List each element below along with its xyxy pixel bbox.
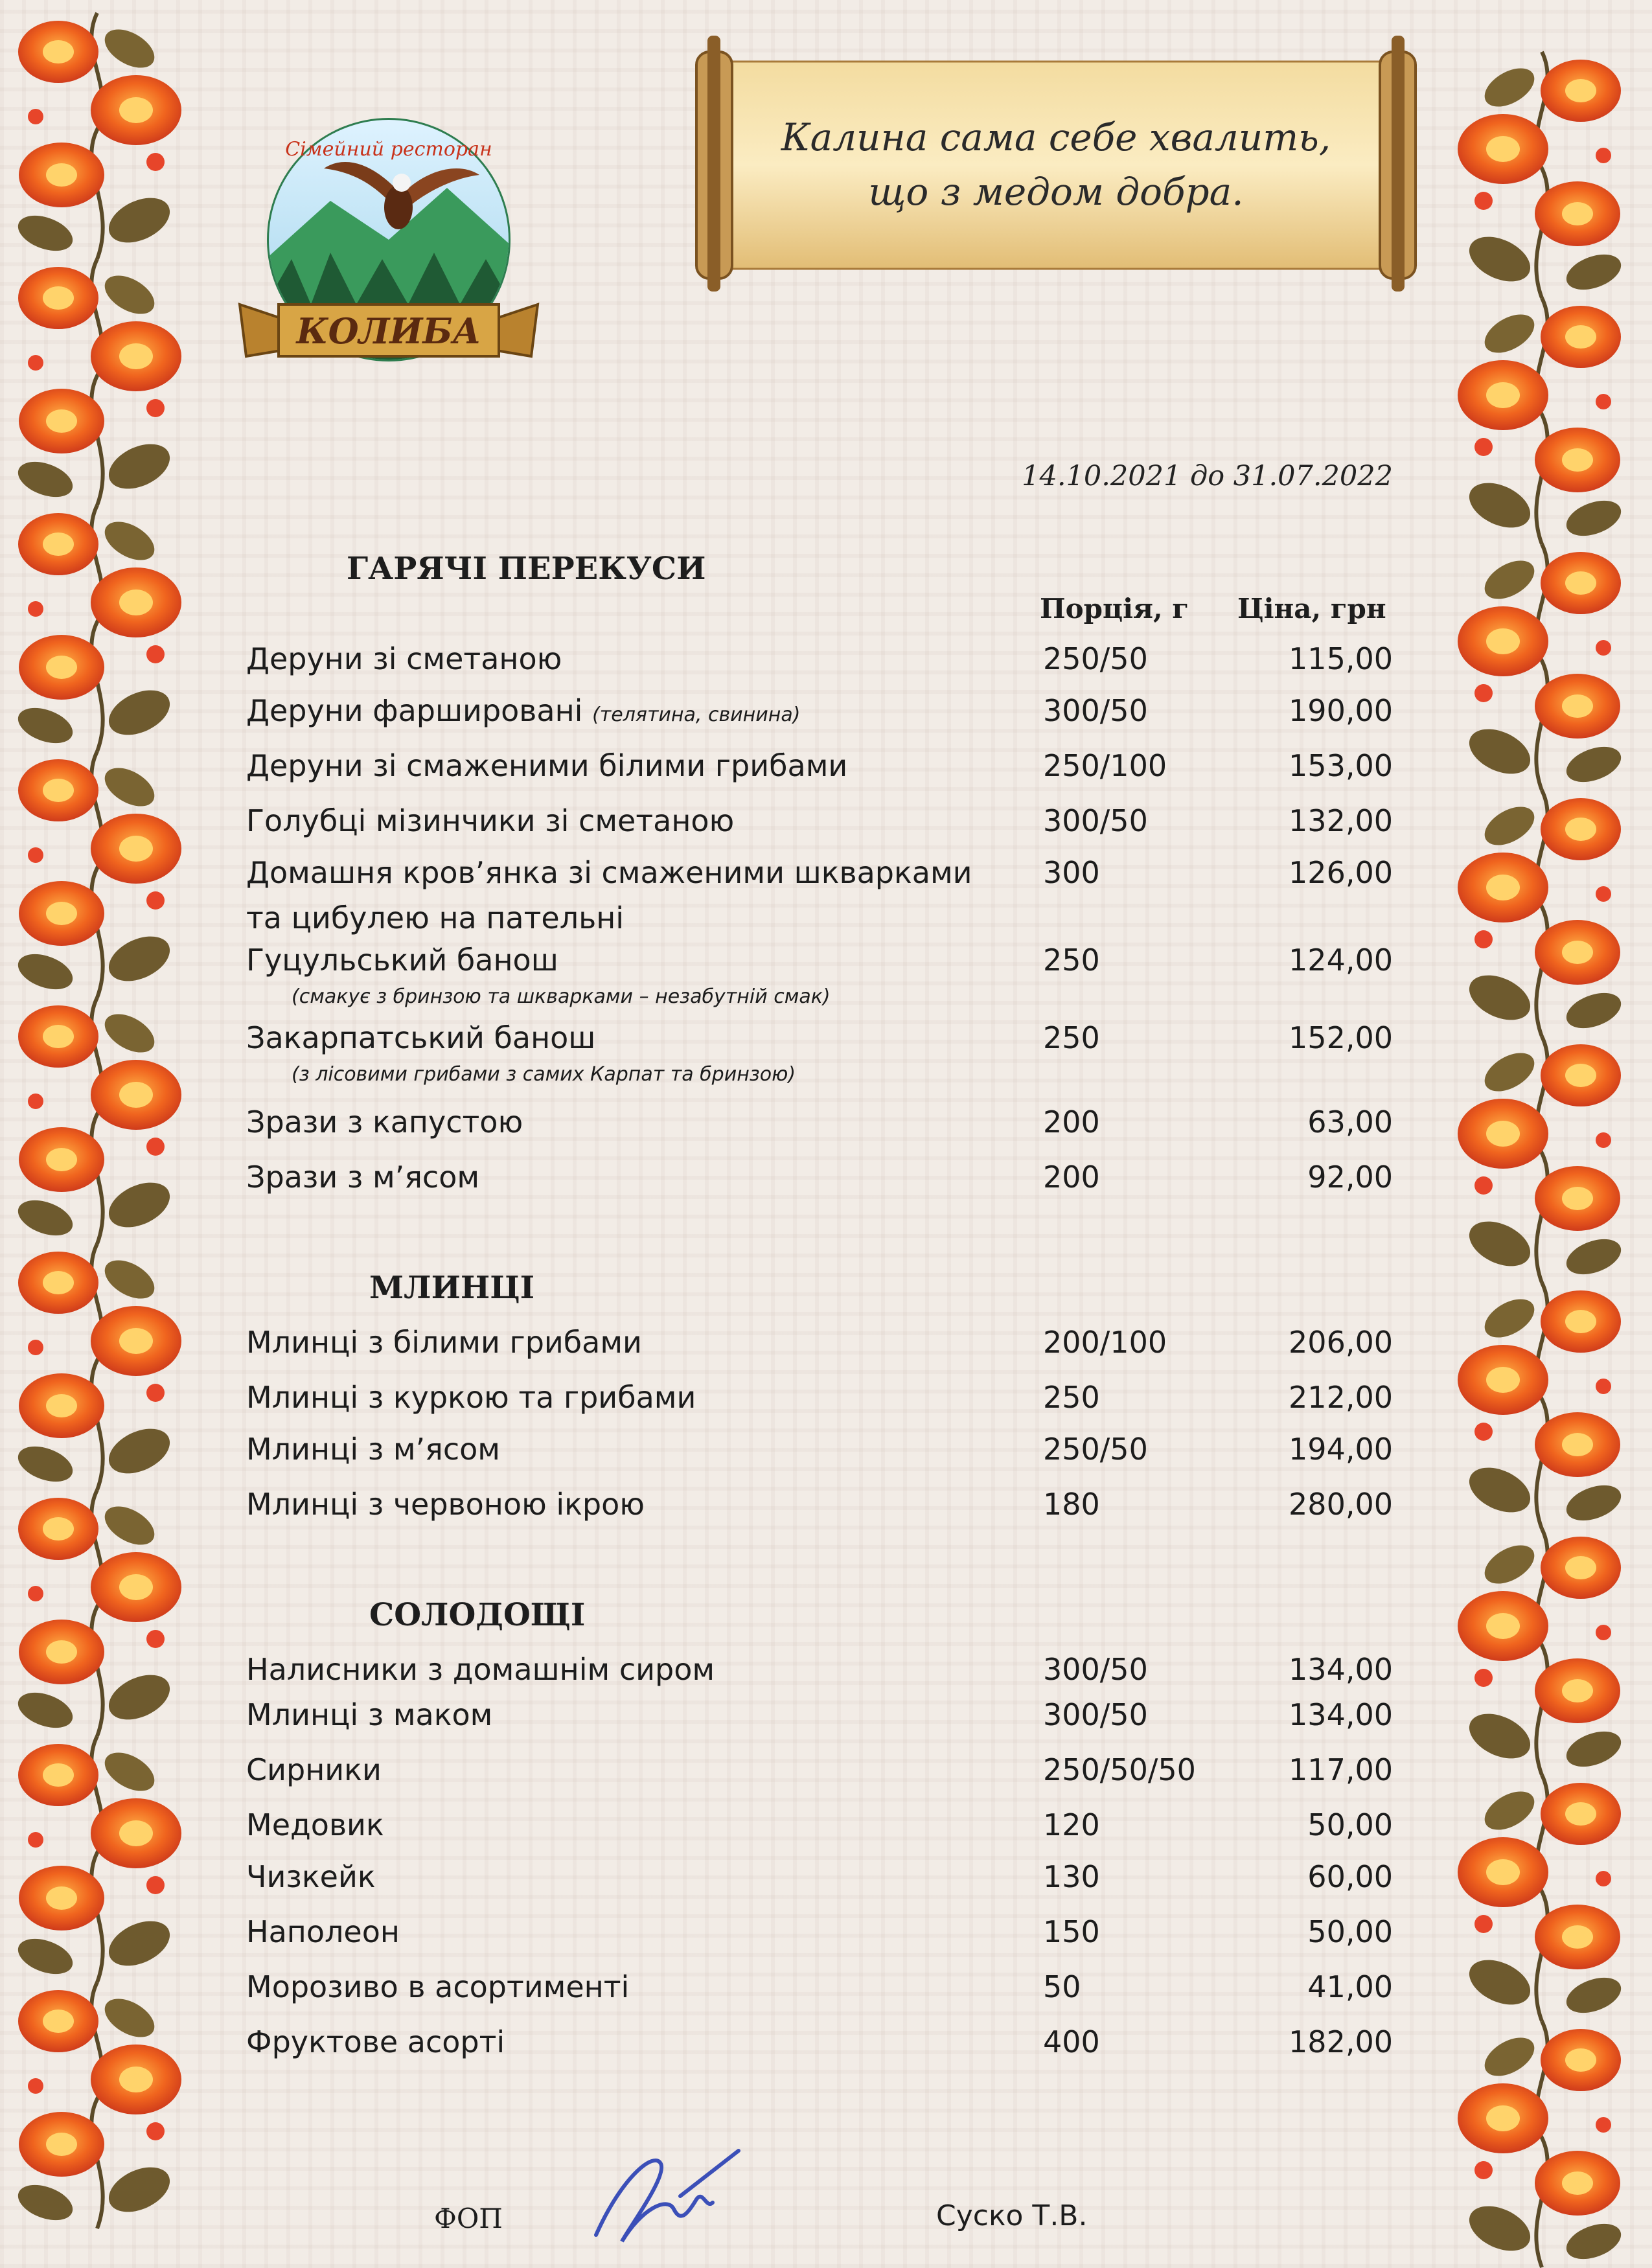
item-portion: 300/50 bbox=[1043, 1652, 1148, 1687]
menu-item bbox=[246, 1020, 1393, 1092]
item-price: 134,00 bbox=[1289, 1697, 1393, 1732]
section-title-hot-snacks: ГАРЯЧІ ПЕРЕКУСИ bbox=[347, 551, 706, 587]
item-portion: 250 bbox=[1043, 1380, 1100, 1415]
item-portion: 300/50 bbox=[1043, 803, 1148, 838]
logo-name: КОЛИБА bbox=[296, 310, 481, 352]
item-name: Медовик bbox=[246, 1807, 384, 1842]
item-name: Деруни зі смаженими білими грибами bbox=[246, 748, 848, 783]
motto-text bbox=[751, 110, 1360, 219]
floral-border-left bbox=[0, 0, 194, 2268]
item-name: Млинці з червоною ікрою bbox=[246, 1487, 645, 1522]
item-name: Фруктове асорті bbox=[246, 2024, 505, 2059]
item-name: Зрази з м’ясом bbox=[246, 1160, 480, 1195]
motto-line-1: Калина сама себе хвалить, bbox=[781, 115, 1331, 159]
menu-item bbox=[246, 1752, 1393, 1798]
menu-item bbox=[246, 748, 1393, 794]
item-portion: 200 bbox=[1043, 1105, 1100, 1140]
item-name: Налисники з домашнім сиром bbox=[246, 1652, 715, 1687]
item-price: 280,00 bbox=[1289, 1487, 1393, 1522]
item-price: 126,00 bbox=[1289, 855, 1393, 890]
menu-item bbox=[246, 803, 1393, 849]
menu-item bbox=[246, 855, 1393, 939]
item-portion: 200 bbox=[1043, 1160, 1100, 1195]
item-price: 190,00 bbox=[1289, 693, 1393, 728]
item-name: Зрази з капустою bbox=[246, 1105, 523, 1140]
menu-item bbox=[246, 641, 1393, 687]
column-header-portion: Порція, г bbox=[1040, 593, 1189, 624]
restaurant-logo bbox=[227, 110, 551, 395]
menu-item bbox=[246, 1105, 1393, 1150]
item-portion: 120 bbox=[1043, 1807, 1100, 1842]
item-name: Домашня кров’янка зі смаженими шкварками bbox=[246, 855, 972, 890]
item-price: 206,00 bbox=[1289, 1325, 1393, 1360]
item-name-continued: та цибулею на пательні bbox=[246, 900, 625, 935]
item-name: Голубці мізинчики зі сметаною bbox=[246, 803, 735, 838]
item-portion: 300/50 bbox=[1043, 1697, 1148, 1732]
item-portion: 400 bbox=[1043, 2024, 1100, 2059]
menu-item bbox=[246, 1380, 1393, 1425]
item-price: 132,00 bbox=[1289, 803, 1393, 838]
menu-item bbox=[246, 1914, 1393, 1960]
item-portion: 200/100 bbox=[1043, 1325, 1167, 1360]
item-price: 153,00 bbox=[1289, 748, 1393, 783]
item-price: 212,00 bbox=[1289, 1380, 1393, 1415]
item-name: Млинці з білими грибами bbox=[246, 1325, 642, 1360]
item-price: 124,00 bbox=[1289, 943, 1393, 978]
item-portion: 250/50 bbox=[1043, 641, 1148, 676]
item-price: 92,00 bbox=[1307, 1160, 1393, 1195]
menu-item bbox=[246, 943, 1393, 1014]
menu-item bbox=[246, 1859, 1393, 1905]
menu-item bbox=[246, 1160, 1393, 1205]
item-price: 194,00 bbox=[1289, 1432, 1393, 1467]
item-name: Деруни зі сметаною bbox=[246, 641, 562, 676]
item-name: Морозиво в асортименті bbox=[246, 1969, 630, 2004]
item-name: Млинці з куркою та грибами bbox=[246, 1380, 696, 1415]
logo-tagline: Сімейний ресторан bbox=[285, 138, 492, 161]
item-name: Млинці з маком bbox=[246, 1697, 493, 1732]
menu-item bbox=[246, 1969, 1393, 2015]
item-portion: 150 bbox=[1043, 1914, 1100, 1949]
column-header-price: Ціна, грн bbox=[1237, 593, 1386, 624]
menu-item bbox=[246, 2024, 1393, 2070]
item-name-text: Деруни фаршировані bbox=[246, 693, 583, 728]
item-price: 117,00 bbox=[1289, 1752, 1393, 1787]
item-price: 63,00 bbox=[1307, 1105, 1393, 1140]
item-name: Млинці з м’ясом bbox=[246, 1432, 500, 1467]
item-portion: 300 bbox=[1043, 855, 1100, 890]
item-note: (телятина, свинина) bbox=[592, 704, 801, 726]
item-portion: 130 bbox=[1043, 1859, 1100, 1894]
footer-owner-name: Суско Т.В. bbox=[936, 2199, 1088, 2232]
item-name: Сирники bbox=[246, 1752, 382, 1787]
item-portion: 250/50 bbox=[1043, 1432, 1148, 1467]
floral-border-right bbox=[1445, 0, 1639, 2268]
item-price: 134,00 bbox=[1289, 1652, 1393, 1687]
menu-item bbox=[246, 1697, 1393, 1743]
item-price: 50,00 bbox=[1307, 1807, 1393, 1842]
item-name: Чизкейк bbox=[246, 1859, 376, 1894]
validity-dates: 14.10.2021 до 31.07.2022 bbox=[1022, 460, 1393, 492]
item-portion: 250/50/50 bbox=[1043, 1752, 1196, 1787]
menu-item bbox=[246, 1652, 1393, 1697]
menu-item bbox=[246, 693, 1393, 739]
item-note: (з лісовими грибами з самих Карпат та бринзою) bbox=[292, 1063, 796, 1086]
item-portion: 250/100 bbox=[1043, 748, 1167, 783]
item-name bbox=[246, 693, 800, 728]
item-price: 152,00 bbox=[1289, 1020, 1393, 1055]
item-price: 182,00 bbox=[1289, 2024, 1393, 2059]
item-price: 50,00 bbox=[1307, 1914, 1393, 1949]
item-price: 60,00 bbox=[1307, 1859, 1393, 1894]
section-title-pancakes: МЛИНЦІ bbox=[369, 1270, 535, 1306]
motto-line-2: що з медом добра. bbox=[868, 170, 1244, 214]
item-portion: 50 bbox=[1043, 1969, 1081, 2004]
item-portion: 180 bbox=[1043, 1487, 1100, 1522]
item-note: (смакує з бринзою та шкварками – незабутній смак) bbox=[292, 985, 831, 1008]
menu-item bbox=[246, 1325, 1393, 1370]
item-name: Закарпатський банош bbox=[246, 1020, 596, 1055]
item-portion: 300/50 bbox=[1043, 693, 1148, 728]
item-price: 41,00 bbox=[1307, 1969, 1393, 2004]
item-portion: 250 bbox=[1043, 1020, 1100, 1055]
item-name: Наполеон bbox=[246, 1914, 400, 1949]
menu-item bbox=[246, 1807, 1393, 1853]
signature bbox=[583, 2138, 764, 2254]
menu-item bbox=[246, 1487, 1393, 1532]
footer-fop-label: ФОП bbox=[434, 2203, 503, 2234]
item-portion: 250 bbox=[1043, 943, 1100, 978]
item-price: 115,00 bbox=[1289, 641, 1393, 676]
menu-item bbox=[246, 1432, 1393, 1477]
item-name: Гуцульський банош bbox=[246, 943, 558, 978]
section-title-sweets: СОЛОДОЩІ bbox=[369, 1597, 586, 1633]
